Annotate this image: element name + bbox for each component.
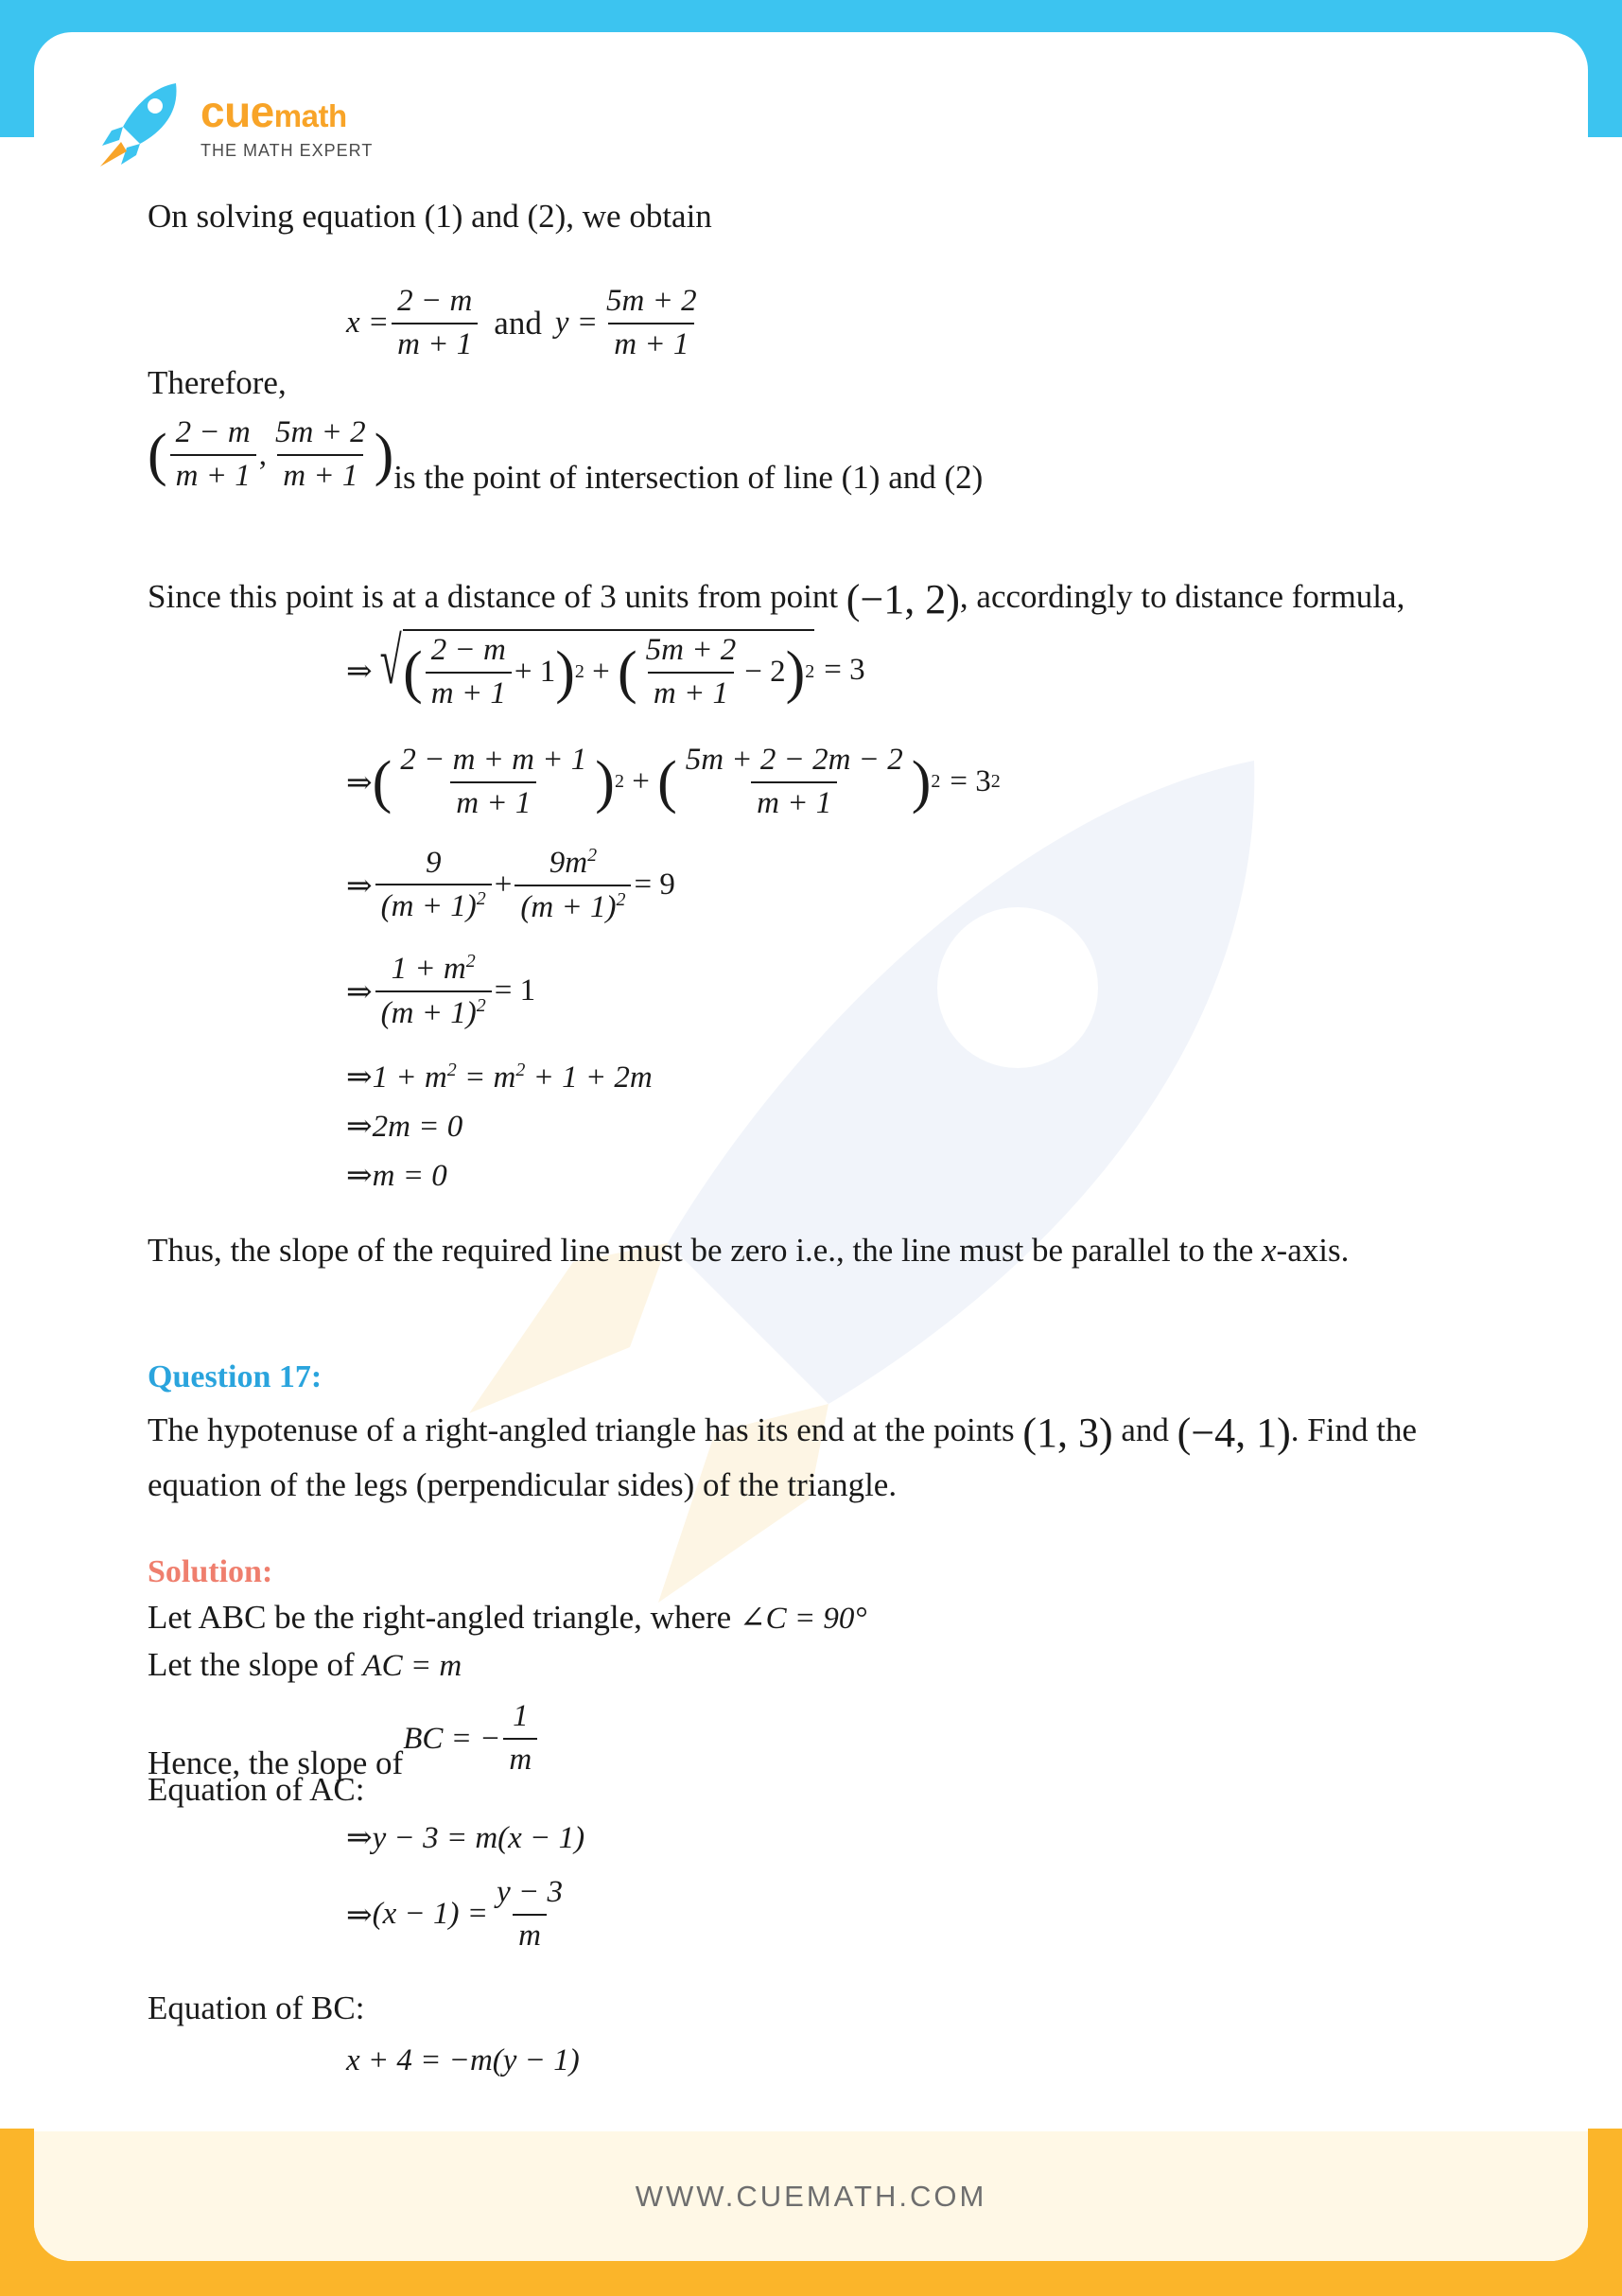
implies-arrow: ⇒ [346, 1060, 373, 1095]
s2-exp-b: 2 [931, 771, 941, 793]
step-4 [346, 951, 535, 1032]
s3-a-denominator: (m + 1) [380, 889, 477, 924]
solution-title: Solution: [148, 1554, 273, 1589]
s7-expr: m = 0 [372, 1159, 447, 1193]
step-7 [346, 1156, 447, 1194]
s1-b-tail: − 2 [744, 655, 786, 690]
intersection-point: ( $\frac{2 - m}{m + 1}$ , $\frac{5m + 2}{m + 1}$ ) is the point of intersection of line (1) and (2) [148, 415, 984, 496]
solution-l2-text: Let the slope of [148, 1646, 363, 1683]
s1-exp-a: 2 [574, 661, 584, 683]
question-and: and [1112, 1411, 1177, 1448]
conclusion-variable: x [1262, 1232, 1277, 1269]
s1-a-numerator: 2 − m [430, 633, 506, 667]
step-3 [346, 845, 675, 926]
step-2: ⇒ ( $\frac{2 - m + m + 1}{m + 1}$ ) 2 + ( $\frac{5m + 2 - 2m - 2}{m + 1}$ ) 2 = 3 2 [346, 743, 1001, 820]
solution-l1-text: Let ABC be the right-angled triangle, where [148, 1599, 740, 1636]
ac1-expr: y − 3 = m(x − 1) [372, 1821, 585, 1855]
paragraph-conclusion [148, 1232, 1349, 1270]
s1-b-denominator: m + 1 [648, 672, 734, 712]
s1-a-tail: + 1 [514, 655, 556, 690]
point-b-numerator: 5m + 2 [275, 415, 366, 450]
s3-plus: + [494, 868, 513, 903]
s3-a-numerator: 9 [425, 845, 442, 880]
y-denominator: m + 1 [608, 323, 694, 363]
implies-arrow: ⇒ [346, 1159, 373, 1193]
y-numerator: 5m + 2 [606, 284, 697, 318]
ac2-numerator: y − 3 [497, 1875, 563, 1909]
solution-l3-denominator: m [503, 1738, 537, 1779]
implies-arrow: ⇒ [346, 765, 373, 800]
s2-rhs-exp: 2 [990, 771, 1001, 793]
distance-text-before: Since this point is at a distance of 3 units from point [148, 578, 846, 615]
x-numerator: 2 − m [397, 284, 473, 318]
s3-exp-b-num: 2 [587, 845, 598, 866]
footer [34, 2131, 1588, 2261]
s1-exp-b: 2 [805, 661, 815, 683]
s5-rhs: + 1 + 2m [525, 1060, 653, 1095]
step-1: ⇒ √ ( $\frac{2 - m}{m + 1}$ + 1 ) 2 + ( $\frac{5m + 2}{m + 1}$ − 2 ) 2 = 3 [346, 625, 865, 710]
paragraph-solving: On solving equation (1) and (2), we obtain [148, 198, 712, 235]
s5-lhs: 1 + m [372, 1060, 447, 1095]
s1-b-numerator: 5m + 2 [645, 633, 737, 667]
footer-url[interactable]: WWW.CUEMATH.COM [635, 2179, 987, 2213]
implies-arrow: ⇒ [346, 868, 373, 903]
solution-l3-lhs: BC = − [403, 1721, 501, 1756]
solution-l3-numerator: 1 [513, 1699, 529, 1734]
ac2-lhs: (x − 1) = [372, 1897, 489, 1932]
s3-b-denominator: (m + 1) [520, 889, 617, 924]
s3-exp-b-den: 2 [616, 888, 626, 910]
distance-point: (−1, 2) [846, 575, 960, 622]
implies-arrow: ⇒ [346, 654, 373, 689]
implies-arrow: ⇒ [346, 1821, 373, 1855]
bc-step-1: x + 4 = −m(y − 1) [346, 2043, 580, 2077]
logo-cue: cue [201, 87, 274, 136]
ac-step-1 [346, 1818, 584, 1856]
s4-exp-den: 2 [476, 994, 486, 1016]
point-a-denominator: m + 1 [170, 454, 256, 495]
question-title: Question 17: [148, 1359, 323, 1394]
step-6 [346, 1107, 462, 1145]
s5-exp-lhs: 2 [446, 1060, 457, 1080]
point-b-denominator: m + 1 [277, 454, 363, 495]
therefore-text: Therefore, [148, 364, 287, 401]
point-a-numerator: 2 − m [175, 415, 251, 450]
s4-denominator: (m + 1) [380, 995, 477, 1030]
s2-a-numerator: 2 − m + m + 1 [400, 743, 587, 777]
s3-rhs: = 9 [634, 868, 675, 903]
s5-exp-rhs: 2 [515, 1060, 526, 1080]
question-line-2: equation of the legs (perpendicular sides) of the triangle. [148, 1466, 898, 1503]
s2-b-numerator: 5m + 2 − 2m − 2 [685, 743, 903, 777]
step-5 [346, 1058, 653, 1095]
solution-l2-math: AC = m [362, 1649, 462, 1683]
solution-line-2 [148, 1646, 462, 1684]
s2-a-denominator: m + 1 [450, 781, 536, 822]
s6-expr: 2m = 0 [372, 1110, 463, 1144]
equation-ac-label: Equation of AC: [148, 1771, 365, 1808]
s1-rhs: = 3 [824, 653, 865, 688]
distance-text-after: , accordingly to distance formula, [959, 578, 1405, 615]
s1-a-denominator: m + 1 [426, 672, 512, 712]
question-text-after: . Find the [1290, 1411, 1417, 1448]
x-denominator: m + 1 [392, 323, 478, 363]
rocket-logo-icon [93, 78, 197, 172]
question-point-2: (−4, 1) [1177, 1409, 1291, 1456]
solution-line-1 [148, 1599, 867, 1637]
intersection-text: is the point of intersection of line (1) and (2) [393, 459, 984, 496]
implies-arrow: ⇒ [346, 1110, 373, 1144]
s5-mid: = m [456, 1060, 516, 1095]
x-lhs: x = [346, 306, 390, 341]
paragraph-distance [148, 575, 1405, 622]
solution-l3-text: Hence, the slope of [148, 1744, 404, 1781]
s4-rhs: = 1 [494, 973, 536, 1008]
s4-exp-num: 2 [465, 951, 476, 972]
solution-line-3 [148, 1695, 540, 1782]
s2-b-denominator: m + 1 [751, 781, 837, 822]
s2-rhs: = 3 [950, 764, 991, 799]
and-text: and [494, 304, 542, 342]
question-line-1 [148, 1411, 1417, 1454]
logo-math: math [273, 98, 347, 133]
ac-step-2 [346, 1875, 571, 1954]
question-text-before: The hypotenuse of a right-angled triangle has its end at the points [148, 1411, 1023, 1448]
question-point-1: (1, 3) [1022, 1409, 1113, 1456]
s2-exp-a: 2 [614, 771, 624, 793]
equation-x-y [346, 284, 706, 363]
equation-bc-label: Equation of BC: [148, 1989, 365, 2026]
y-lhs: y = [554, 306, 598, 341]
implies-arrow: ⇒ [346, 1898, 373, 1933]
logo-tagline: THE MATH EXPERT [201, 141, 374, 160]
s3-exp-a: 2 [476, 888, 486, 910]
implies-arrow: ⇒ [346, 974, 373, 1009]
s3-b-numerator: 9m [549, 846, 588, 880]
s4-numerator: 1 + m [391, 952, 466, 986]
conclusion-after: -axis. [1276, 1232, 1350, 1269]
solution-l1-math: ∠C = 90° [739, 1602, 867, 1636]
ac2-denominator: m [513, 1914, 547, 1954]
conclusion-before: Thus, the slope of the required line must be zero i.e., the line must be parallel to the [148, 1232, 1262, 1269]
cuemath-logo[interactable] [93, 78, 373, 172]
